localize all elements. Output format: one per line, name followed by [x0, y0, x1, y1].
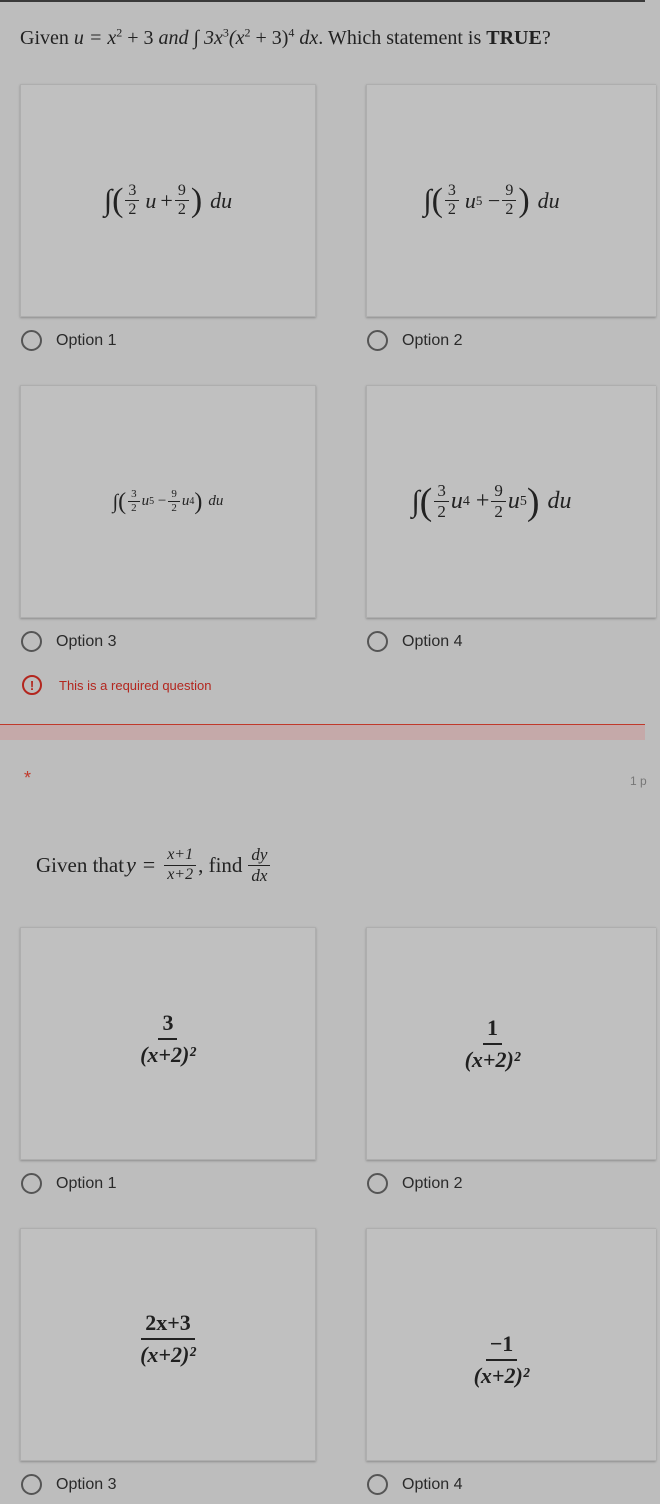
option-label: Option 1 — [56, 1174, 117, 1192]
q2-option-4-math — [470, 1331, 534, 1388]
required-error — [22, 675, 211, 695]
q1-option-3[interactable] — [21, 631, 116, 652]
radio-button[interactable] — [367, 330, 388, 351]
q1-option-1-image[interactable] — [20, 84, 316, 317]
q1-option-3-math: ∫ ( $\frac{3}{2}$ u 5 − $\frac{9}{2}$ u 4 ) du — [112, 488, 224, 515]
q1-title-prefix: Given — [20, 27, 74, 49]
q2-deriv-den: dx — [251, 865, 268, 885]
frac-denominator: (x+2)² — [464, 1046, 521, 1072]
section-band — [0, 725, 645, 740]
q1-bold-true: TRUE — [486, 27, 542, 49]
frac-numerator: −1 — [486, 1331, 518, 1360]
required-message: This is a required question — [59, 677, 212, 693]
q1-option-2-math: ∫ ( $\frac{3}{2}$ u 5 − $\frac{9}{2}$ ) du — [423, 181, 560, 219]
points-label: 1 p — [630, 774, 647, 788]
q2-option-2-math — [461, 1015, 525, 1072]
q1-paren: (x — [228, 27, 245, 49]
q2-option-3-image[interactable] — [20, 1228, 316, 1461]
q1-option-1-math: ∫ ( $\frac{3}{2}$ u + $\frac{9}{2}$ ) du — [103, 181, 233, 219]
radio-button[interactable] — [21, 631, 42, 652]
q1-option-2-image[interactable] — [366, 84, 656, 317]
q1-exp2b: 2 — [244, 25, 251, 40]
q2-frac-den: x+2 — [167, 865, 194, 883]
q1-option-1[interactable] — [21, 330, 116, 351]
q1-exp: 2 — [116, 25, 123, 40]
q2-option-2[interactable] — [367, 1173, 462, 1194]
radio-button[interactable] — [367, 1474, 388, 1495]
radio-button[interactable] — [21, 330, 42, 351]
required-star: * — [24, 768, 32, 788]
question-2-title — [36, 845, 272, 885]
q2-option-3-math — [136, 1310, 200, 1367]
q2-frac-num: x+1 — [164, 846, 196, 865]
q1-option-4-math: ∫ ( $\frac{3}{2}$ u 4 + $\frac{9}{2}$ u 5 ) du — [411, 480, 572, 523]
q2-option-1[interactable] — [21, 1173, 116, 1194]
q2-option-1-image[interactable] — [20, 927, 316, 1160]
q2-fraction — [164, 846, 196, 884]
q1-u-def: u = x — [73, 27, 117, 49]
option-label: Option 2 — [402, 1174, 463, 1192]
q2-title-prefix: Given that — [36, 852, 125, 877]
q1-option-4[interactable] — [367, 631, 462, 652]
q1-integral: and ∫ 3x — [153, 27, 223, 49]
error-icon: ! — [22, 675, 42, 695]
option-label: Option 3 — [56, 1475, 117, 1493]
frac-denominator: (x+2)² — [140, 1041, 196, 1067]
q2-option-4-image[interactable] — [366, 1228, 656, 1461]
q2-deriv-num: dy — [248, 845, 270, 866]
radio-button[interactable] — [367, 631, 388, 652]
q2-find: , find — [198, 852, 243, 877]
q1-paren-close: + 3) — [250, 27, 289, 49]
top-border — [0, 0, 645, 2]
option-label: Option 1 — [56, 331, 117, 349]
q1-suffix: . Which statement is — [318, 27, 487, 49]
option-label: Option 4 — [402, 1475, 463, 1493]
frac-numerator: 2x+3 — [141, 1310, 195, 1339]
q1-option-2[interactable] — [367, 330, 462, 351]
q2-option-2-image[interactable] — [366, 927, 656, 1160]
option-label: Option 3 — [56, 632, 117, 650]
option-label: Option 4 — [402, 632, 463, 650]
option-label: Option 2 — [402, 331, 463, 349]
q1-exp4: 4 — [288, 25, 295, 40]
q2-option-3[interactable] — [21, 1474, 116, 1495]
q2-option-1-math — [136, 1010, 200, 1067]
q2-option-4[interactable] — [367, 1474, 462, 1495]
frac-numerator: 3 — [158, 1010, 177, 1039]
question-1-title — [20, 27, 660, 50]
q2-derivative — [248, 845, 270, 885]
radio-button[interactable] — [367, 1173, 388, 1194]
radio-button[interactable] — [21, 1474, 42, 1495]
q2-y: y = — [126, 852, 157, 878]
q1-end: ? — [541, 27, 551, 49]
frac-denominator: (x+2)² — [473, 1362, 530, 1388]
q1-exp3: 3 — [222, 25, 229, 40]
frac-denominator: (x+2)² — [140, 1341, 196, 1367]
q1-option-3-image[interactable] — [20, 385, 316, 618]
q1-option-4-image[interactable] — [366, 385, 656, 618]
q1-plus3: + 3 — [122, 27, 154, 49]
q1-dx: dx — [294, 27, 319, 49]
radio-button[interactable] — [21, 1173, 42, 1194]
frac-numerator: 1 — [483, 1015, 502, 1044]
